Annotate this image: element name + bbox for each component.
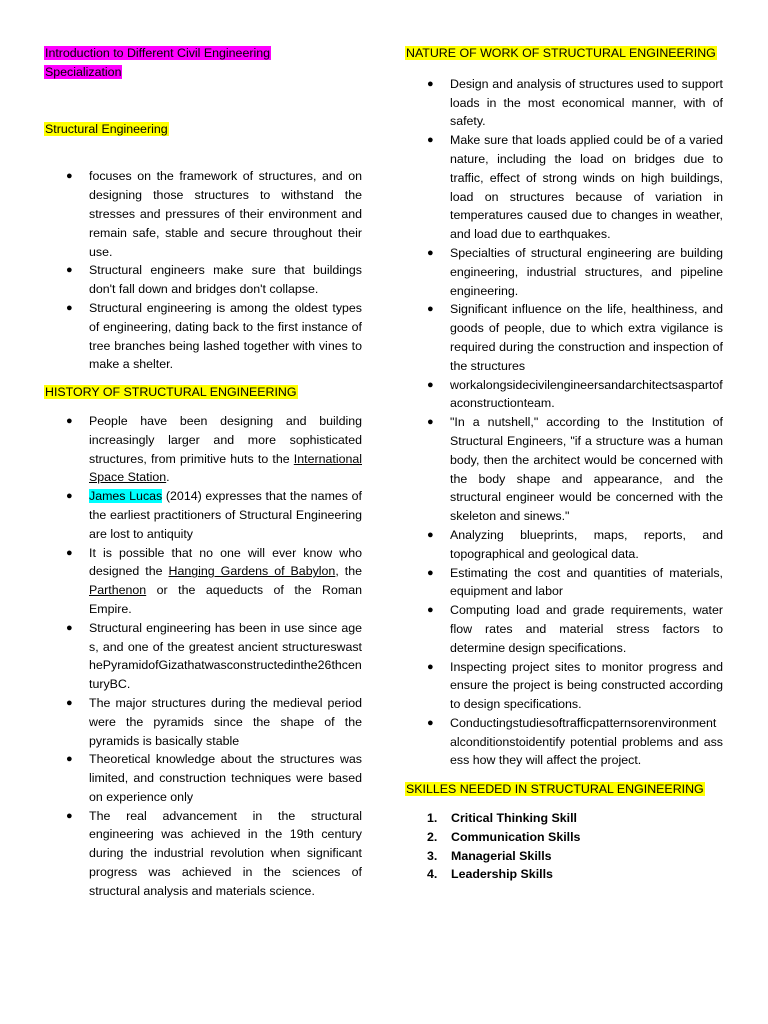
hanging-gardens-link[interactable]: Hanging Gardens of Babylon: [168, 564, 336, 579]
list-item: [405, 865, 723, 884]
history-heading-text: HISTORY OF STRUCTURAL ENGINEERING: [45, 385, 297, 400]
list-item-text: Specialties of structural engineering are building engineering, industrial structures, and pipeline engineering.: [450, 245, 723, 298]
bullet-icon: ●: [66, 696, 73, 709]
list-item: [44, 619, 362, 694]
list-item-text: Analyzing blueprints, maps, reports, and topographical and geological data.: [450, 527, 723, 561]
list-item: [405, 131, 723, 244]
list-item: [405, 413, 723, 526]
list-item: [405, 828, 723, 847]
nature-of-work-heading: [405, 44, 723, 63]
structural-bullet-list: [44, 167, 362, 374]
list-item-text: or the aqueducts of the Roman Empire.: [89, 583, 362, 616]
bullet-icon: ●: [66, 809, 73, 822]
nature-bullet-list: [405, 75, 723, 770]
bullet-icon: ●: [427, 528, 434, 541]
structural-engineering-heading: [44, 120, 362, 139]
list-item: [44, 694, 362, 750]
bullet-icon: ●: [427, 716, 434, 729]
bullet-icon: ●: [427, 246, 434, 259]
list-item-text: The real advancement in the structural engineering was achieved in the 19th century during the industrial revolution when significant progress was achieved in the sciences of structural analysis and materials science.: [89, 808, 362, 898]
list-item-text: Make sure that loads applied could be of a varied nature, including the load on bridges due to traffic, effect of strong winds on high buildings, load on structures because of variation in temperatures caused due to changes in weather, and load due to earthquakes.: [450, 133, 723, 242]
list-item-text: Computing load and grade requirements, water flow rates and material stress factors to determine design specifications.: [450, 603, 723, 655]
list-item: [44, 544, 362, 619]
skills-heading-text: SKILLES NEEDED IN STRUCTURAL ENGINEERING: [406, 782, 704, 797]
title-line-2: Specialization: [45, 64, 122, 79]
bullet-icon: ●: [66, 301, 73, 314]
list-item: [405, 526, 723, 564]
skill-label: Critical Thinking Skill: [451, 811, 577, 826]
bullet-icon: ●: [427, 566, 434, 579]
list-item-text: "In a nutshell," according to the Institution of Structural Engineers, "if a structure was a human body, then the architect would be concerned with the body shape and appearance, and the structural engineer would be concerned with the skeleton and sinews.": [450, 415, 723, 524]
list-number: 1.: [427, 811, 438, 826]
bullet-icon: ●: [427, 378, 434, 391]
list-item: [44, 412, 362, 487]
list-item-text: Estimating the cost and quantities of materials, equipment and labor: [450, 565, 723, 599]
list-item-text: focuses on the framework of structures, and on designing those structures to withstand the stresses and pressures of their environment and remain safe, stable and secure throughout their use.: [89, 169, 362, 259]
international-space-station-link[interactable]: International Space Station: [89, 451, 362, 485]
list-item: [405, 601, 723, 657]
bullet-icon: ●: [427, 134, 434, 147]
bullet-icon: ●: [66, 753, 73, 766]
list-item: [44, 750, 362, 806]
bullet-icon: ●: [427, 303, 434, 316]
history-bullet-list: [44, 412, 362, 901]
list-item: [405, 244, 723, 300]
list-item: [44, 261, 362, 299]
bullet-icon: ●: [66, 414, 73, 427]
list-number: 4.: [427, 867, 438, 882]
right-column: [405, 44, 723, 884]
left-column: [44, 44, 362, 901]
bullet-icon: ●: [66, 264, 73, 277]
history-heading: [44, 383, 362, 402]
list-number: 2.: [427, 829, 438, 844]
skill-label: Leadership Skills: [451, 867, 553, 882]
nature-of-work-heading-text: NATURE OF WORK OF STRUCTURAL ENGINEERING: [406, 46, 716, 60]
bullet-icon: ●: [427, 604, 434, 617]
skills-numbered-list: [405, 809, 723, 884]
bullet-icon: ●: [66, 170, 73, 183]
list-item-text: (2014) expresses that the names of the earliest practitioners of Structural Engineering are lost to antiquity: [89, 489, 362, 541]
bullet-icon: ●: [427, 660, 434, 673]
list-item-text: Inspecting project sites to monitor progress and ensure the project is being constructed according to design specifications.: [450, 659, 723, 712]
list-item-text: People have been designing and building increasingly larger and more sophisticated structures, from primitive huts to the: [89, 413, 362, 466]
list-item: [405, 714, 723, 770]
bullet-icon: ●: [427, 77, 434, 90]
list-item: [44, 167, 362, 261]
list-number: 3.: [427, 848, 438, 863]
list-item-text: Theoretical knowledge about the structures was limited, and construction techniques were based on experience only: [89, 752, 362, 804]
structural-engineering-heading-text: Structural Engineering: [45, 121, 168, 136]
james-lucas-highlight: James Lucas: [89, 489, 163, 504]
list-item-text: The major structures during the medieval period were the pyramids since the shape of the pyramids is basically stable: [89, 695, 362, 748]
skill-label: Communication Skills: [451, 829, 581, 844]
document-title: [44, 44, 362, 82]
bullet-icon: ●: [66, 621, 73, 634]
list-item: [405, 300, 723, 375]
list-item: [405, 376, 723, 414]
list-item-text: Significant influence on the life, healthiness, and goods of people, due to which extra vigilance is required during the construction and inspection of the structures: [450, 302, 723, 373]
title-line-1: Introduction to Different Civil Engineering: [45, 46, 270, 60]
list-item: [405, 564, 723, 602]
list-item: [405, 75, 723, 131]
list-item-text: Structural engineering is among the oldest types of engineering, dating back to the first instance of tree branches being lashed together with vines to make a shelter.: [89, 300, 362, 372]
skills-heading: [405, 780, 723, 799]
skill-label: Managerial Skills: [451, 848, 552, 863]
list-item: [405, 809, 723, 828]
list-item-text: Structural engineers make sure that buildings don't fall down and bridges don't collapse.: [89, 263, 362, 297]
list-item: [44, 299, 362, 374]
list-item-text: Structural engineering has been in use since ages, and one of the greatest ancient structureswasthePyramidofGizathatwasconstructedinthe26thcenturyBC.: [89, 620, 362, 692]
list-item: [405, 658, 723, 714]
list-item-text: workalongsidecivilengineersandarchitectsaspartofaconstructionteam.: [450, 377, 723, 411]
bullet-icon: ●: [427, 416, 434, 429]
list-item-text: , the: [335, 564, 362, 579]
list-item-text: Conductingstudiesoftrafficpatternsorenvironmentalconditionstoidentify potential problems and assess how they will affect the project.: [450, 715, 723, 768]
parthenon-link[interactable]: Parthenon: [89, 583, 147, 598]
bullet-icon: ●: [66, 546, 73, 559]
list-item-text: .: [166, 470, 170, 485]
list-item: [44, 487, 362, 543]
bullet-icon: ●: [66, 490, 73, 503]
list-item: [44, 807, 362, 901]
list-item-text: It is possible that no one will ever know who designed the: [89, 545, 362, 579]
list-item-text: Design and analysis of structures used to support loads in the most economical manner, with of safety.: [450, 76, 723, 129]
list-item: [405, 847, 723, 866]
